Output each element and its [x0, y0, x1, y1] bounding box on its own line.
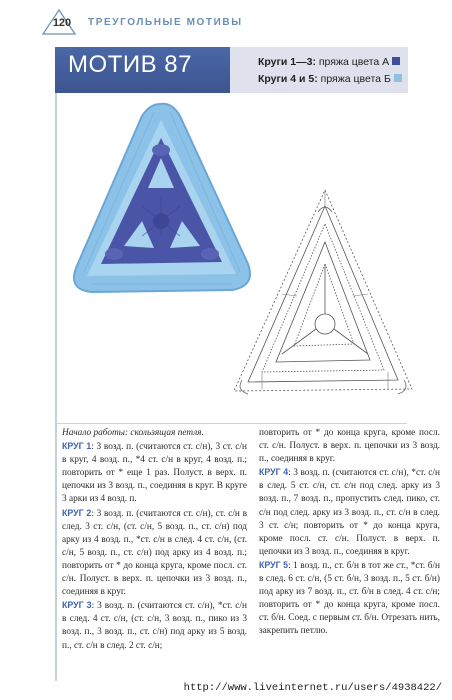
round-3-continued: повторить от * до конца круга, кроме посл. ст. с/н. Полуст. в верх. п. цепочки из 3 возд. п., соединяя в круг. — [259, 428, 440, 465]
yarn-info-box — [230, 47, 408, 93]
round-1 — [62, 440, 247, 506]
round-5-label: КРУГ 5 — [259, 559, 289, 570]
left-margin-rule — [55, 93, 57, 681]
round-2-text: : 3 возд. п. (считаются ст. с/н), ст. с/н в след. 3 ст. с/н, (ст. с/н, 5 возд. п., ст. с/н) под арку из 4 возд. п., *ст. с/н в след. 4 ст. с/н, (ст. с/н, 5 возд. п., ст. с/н) под арку из 4 возд. п.; повторить от * до конца круга, кроме посл. ст. с/н. Полуст. в верх. п. цепочки из 3 возд. п., соединяя в круг. — [62, 508, 247, 598]
round-4 — [259, 466, 440, 559]
color-a-swatch — [392, 57, 400, 65]
round-1-label: КРУГ 1 — [62, 441, 92, 452]
round-1-text: : 3 возд. п. (считаются ст. с/н), 3 ст. с/н в круг, 4 возд. п., *4 ст. с/н в круг, 4 возд. п.; повторить от * еще 1 раз. Полуст. в верх. п. цепочки из 3 возд. п., соединяя в круг. В круге 3 арки из 4 возд. п. — [62, 442, 247, 505]
instructions-left-column — [62, 427, 247, 653]
motif-title: МОТИВ 87 — [68, 51, 192, 78]
page-number: 120 — [52, 17, 72, 29]
round-3 — [62, 599, 247, 652]
round-3-label: КРУГ 3 — [62, 600, 92, 611]
start-instruction: Начало работы: скользящая петля. — [62, 428, 204, 438]
stitch-diagram — [222, 184, 422, 419]
yarn-rounds-b: Круги 4 и 5: — [258, 73, 318, 85]
section-divider — [57, 423, 407, 424]
yarn-line-a — [258, 56, 400, 68]
round-4-text: : 3 возд. п. (считаются ст. с/н), *ст. с/н в след. 5 ст. с/н, ст. с/н под след. арку из 3 возд. п., 7 возд. п., пропустить след. пико, ст. с/н под след. арку из 3 возд. п., ст. с/н в след. 3 ст. с/н; повторить от * до конца круга, кроме посл. ст. с/н. Полуст. в верх. п. цепочки из 3 возд. п., соединяя в круг. — [259, 468, 440, 557]
yarn-color-a-text: пряжа цвета А — [315, 56, 390, 68]
yarn-rounds-a: Круги 1—3: — [258, 56, 316, 68]
round-4-label: КРУГ 4 — [259, 467, 289, 478]
yarn-line-b — [258, 73, 402, 85]
source-url[interactable]: http://www.liveinternet.ru/users/4938422/ — [183, 682, 442, 694]
instructions-right-column — [259, 427, 440, 639]
round-5 — [259, 559, 440, 639]
round-3-text: : 3 возд. п. (считаются ст. с/н), *ст. с/н в след. 4 ст. с/н, (ст. с/н, 3 возд. п., пико из 3 возд. п., 3 возд. п., ст. с/н) под арку из 5 возд. п., ст. с/н в след. 2 ст. с/н; — [62, 601, 247, 651]
round-2-label: КРУГ 2 — [62, 507, 92, 518]
running-head: ТРЕУГОЛЬНЫЕ МОТИВЫ — [88, 17, 243, 28]
round-2 — [62, 507, 247, 600]
round-5-text: : 1 возд. п., ст. б/н в тот же ст., *ст. б/н в след. 6 ст. с/н, (5 ст. б/н, 3 возд. п., 5 ст. б/н) под арку из 7 возд. п., ст. б/н в след. 4 ст. с/н; повторить от * до конца круга, кроме посл. ст. б/н. Соед. с первым ст. б/н. Отрезать нить, закрепить петлю. — [259, 560, 441, 637]
color-b-swatch — [394, 74, 402, 82]
yarn-color-b-text: пряжа цвета Б — [317, 73, 391, 85]
